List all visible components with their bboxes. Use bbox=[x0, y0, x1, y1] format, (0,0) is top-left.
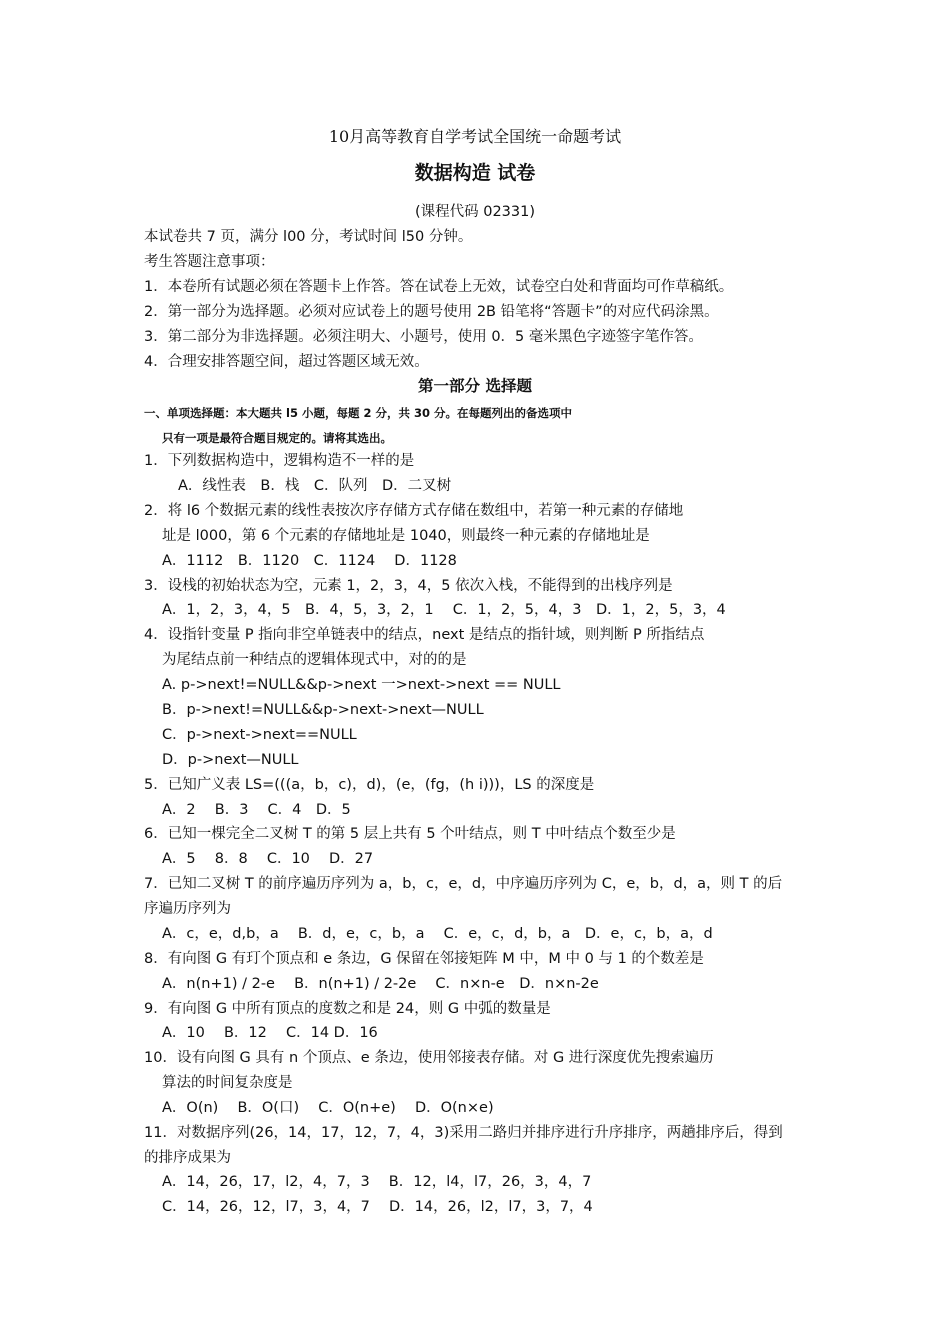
question-options: A. p->next!=NULL&&p->next 一>next->next == NULL bbox=[162, 677, 561, 693]
question-text: 8．有向图 G 有玎个顶点和 e 条边，G 保留在邻接矩阵 M 中，M 中 0 与 1 的个数差是 bbox=[144, 951, 704, 967]
question-options: A．14，26，17，l2，4，7，3 B．12，l4，l7，26，3，4，7 bbox=[162, 1174, 592, 1190]
section-heading: 第一部分 选择题 bbox=[418, 377, 532, 395]
question-options: A．n(n+1) / 2-e B．n(n+1) / 2-2e C．n×n-e D．n×n-2e bbox=[162, 976, 599, 992]
question-options: D．p->next—NULL bbox=[162, 752, 299, 768]
note-item: 2．第一部分为选择题。必须对应试卷上的题号使用 2B 铅笔将“答题卡”的对应代码涂黑。 bbox=[144, 304, 719, 320]
note-item: 3．第二部分为非选择题。必须注明大、小题号，使用 0．5 毫米黑色字迹签字笔作答。 bbox=[144, 329, 703, 345]
question-text: 的排序成果为 bbox=[144, 1150, 231, 1166]
question-text: 址是 l000，第 6 个元素的存储地址是 1040，则最终一种元素的存储地址是 bbox=[162, 528, 650, 544]
question-options: A．5 8．8 C．10 D．27 bbox=[162, 851, 374, 867]
question-text: 10．设有向图 G 具有 n 个顶点、e 条边，使用邻接表存储。对 G 进行深度优先搜索遍历 bbox=[144, 1050, 714, 1066]
section-instructions: 只有一项是最符合题目规定的。请将其选出。 bbox=[162, 431, 392, 445]
note-item: 4．合理安排答题空间，超过答题区域无效。 bbox=[144, 354, 429, 370]
question-options: A．O(n) B．O(口) C．O(n+e) D．O(n×e) bbox=[162, 1100, 494, 1116]
question-text: 9．有向图 G 中所有顶点的度数之和是 24，则 G 中弧的数量是 bbox=[144, 1001, 551, 1017]
exam-summary: 本试卷共 7 页，满分 l00 分，考试时间 l50 分钟。 bbox=[144, 229, 473, 245]
question-text: 1．下列数据构造中，逻辑构造不一样的是 bbox=[144, 453, 415, 469]
question-options: A．c，e，d,b，a B．d，e，c，b，a C．e，c，d，b，a D．e，c，b，a，d bbox=[162, 926, 713, 942]
question-options: A．1112 B．1120 C．1124 D．1128 bbox=[162, 553, 457, 569]
note-item: 1．本卷所有试题必须在答题卡上作答。答在试卷上无效，试卷空白处和背面均可作草稿纸。 bbox=[144, 279, 734, 295]
question-text: 为尾结点前一种结点的逻辑体现式中，对的的是 bbox=[162, 652, 467, 668]
exam-title: 数据构造 试卷 bbox=[414, 162, 536, 184]
question-options: B．p->next!=NULL&&p->next->next—NULL bbox=[162, 702, 484, 718]
exam-supertitle: 10月高等教育自学考试全国统一命题考试 bbox=[328, 127, 622, 146]
question-options: A．10 B．12 C．14 D．16 bbox=[162, 1025, 378, 1041]
question-options: C．14，26，12，l7，3，4，7 D．14，26，l2，l7，3，7，4 bbox=[162, 1199, 593, 1215]
question-text: 3．设栈的初始状态为空，元素 1，2，3，4，5 依次入栈，不能得到的出栈序列是 bbox=[144, 578, 673, 594]
course-code: (课程代码 02331) bbox=[414, 204, 536, 220]
question-text: 算法的时间复杂度是 bbox=[162, 1075, 293, 1091]
question-options: A．线性表 B．栈 C．队列 D．二叉树 bbox=[178, 478, 452, 494]
question-options: C．p->next->next==NULL bbox=[162, 727, 357, 743]
question-text: 7．已知二叉树 T 的前序遍历序列为 a，b，c，e，d，中序遍历序列为 C，e，b，d，a，则 T 的后 bbox=[144, 876, 783, 892]
question-text: 6．已知一棵完全二叉树 T 的第 5 层上共有 5 个叶结点，则 T 中叶结点个数至少是 bbox=[144, 826, 676, 842]
question-options: A．1，2，3，4，5 B．4，5，3，2，1 C．1，2，5，4，3 D．1，2，5，3，4 bbox=[162, 602, 726, 618]
notes-heading: 考生答题注意事项： bbox=[144, 254, 275, 270]
question-text: 4．设指针变量 P 指向非空单链表中的结点，next 是结点的指针域，则判断 P 所指结点 bbox=[144, 627, 705, 643]
question-text: 5．已知广义表 LS=(((a，b，c)，d)，(e，(fg，(h i)))，LS 的深度是 bbox=[144, 777, 595, 793]
question-text: 序遍历序列为 bbox=[144, 901, 231, 917]
question-options: A．2 B．3 C．4 D．5 bbox=[162, 802, 351, 818]
question-text: 2．将 l6 个数据元素的线性表按次序存储方式存储在数组中，若第一种元素的存储地 bbox=[144, 503, 684, 519]
question-text: 11．对数据序列(26，14，17，12，7，4，3)采用二路归并排序进行升序排序，两趟排序后，得到 bbox=[144, 1125, 783, 1141]
section-instructions: 一、单项选择题：本大题共 l5 小题，每题 2 分，共 30 分。在每题列出的备选项中 bbox=[144, 406, 572, 420]
